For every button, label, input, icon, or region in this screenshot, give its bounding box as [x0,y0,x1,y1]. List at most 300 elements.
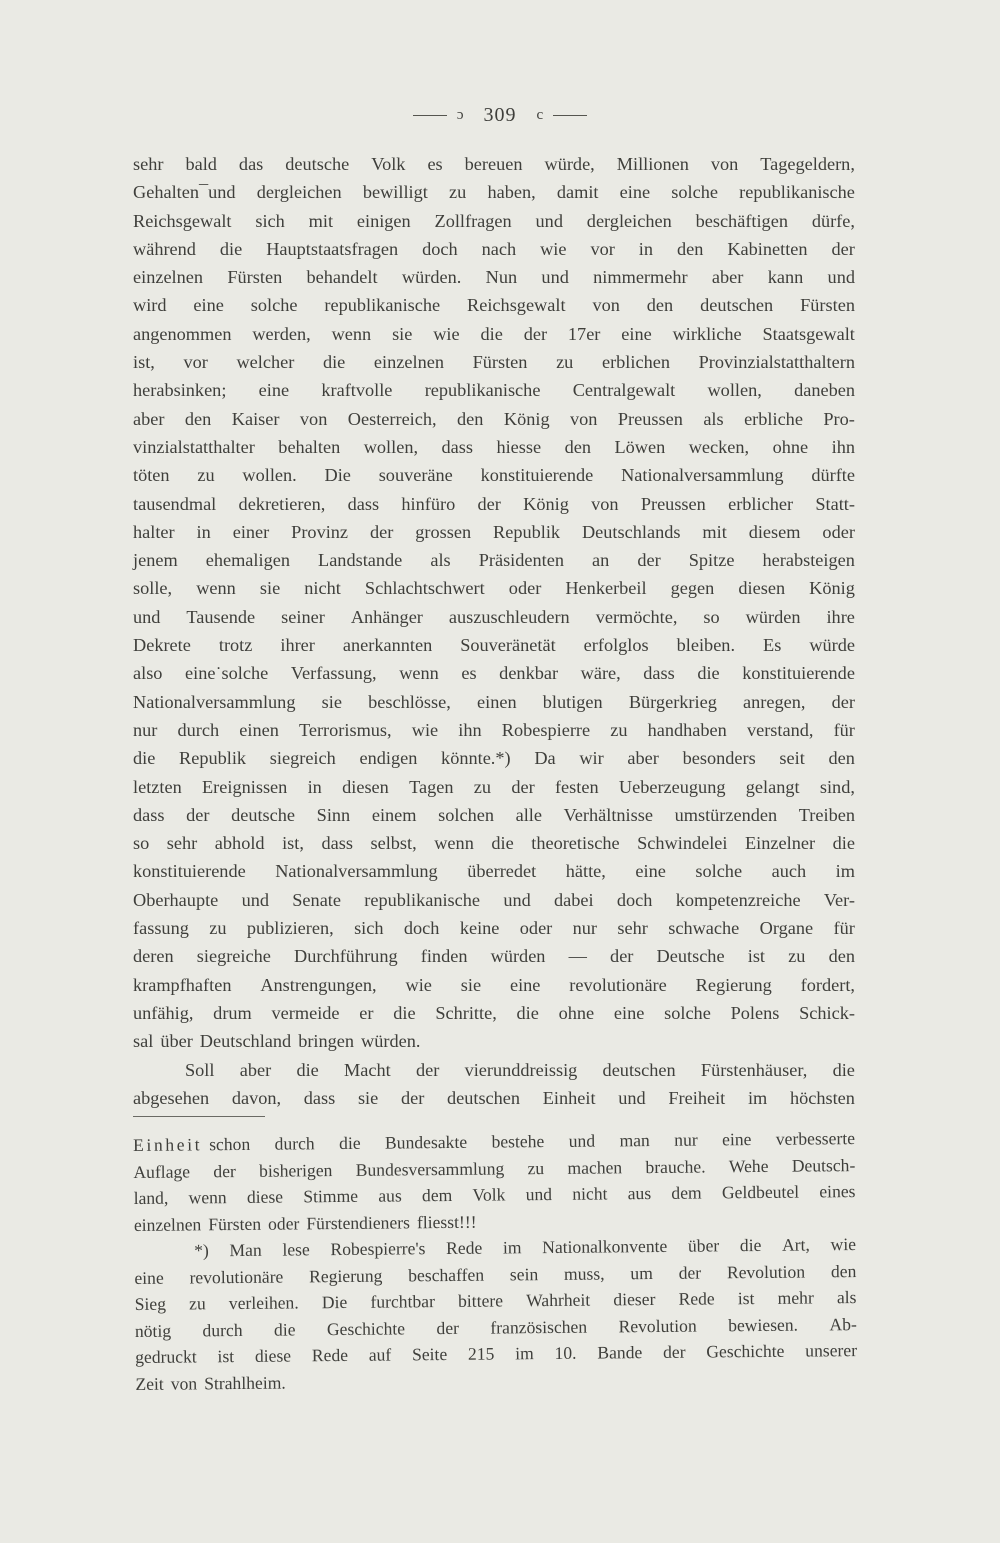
word: Staatsgewalt [762,323,855,344]
word: Oesterreich, [347,408,437,429]
word: konstituierende [480,465,594,486]
word: werden, [252,323,311,344]
word: um [630,1262,653,1283]
word: und [618,1087,646,1108]
spaced-word: Einheit [133,1134,203,1155]
word: Fürsten [472,352,528,373]
word: diese [254,1345,292,1366]
word: Rede [678,1288,715,1309]
word: Schritte, [435,1002,497,1023]
word: den [676,238,704,259]
word: als [836,1287,857,1308]
word: eine˙solche [185,663,269,684]
word: Art, [781,1234,810,1255]
text-line [133,348,855,376]
word: Kaiser [231,408,280,429]
word: konstituierende [133,861,246,882]
word: kann [767,267,804,288]
word: der [831,691,855,712]
word: töten [133,465,170,486]
word: König [503,408,550,429]
word: sie [357,1087,379,1108]
word: oder [519,918,553,939]
word: der [610,946,634,967]
word: erblichen [601,352,670,373]
word: wie [830,1234,857,1255]
word: sie [392,323,413,344]
word: die [219,238,243,259]
word: von [710,154,739,174]
word: eine [621,323,652,344]
word: wollen. [242,465,297,486]
word: zu [610,719,628,740]
word: Einheit [542,1087,596,1108]
word: die [393,1002,416,1023]
word: Geschichte [706,1340,785,1362]
word: seiner [281,606,325,627]
word: dass [321,833,353,854]
word: der [637,550,661,571]
word: den [830,1260,857,1281]
word: Republik [179,748,247,769]
word: Löwen [614,436,666,457]
word: bleiben. [676,635,736,656]
word: wie [433,323,460,344]
word: wenn [434,833,474,854]
word: deren [133,946,174,967]
text-line [133,490,855,518]
word: ihn [458,719,482,740]
word: besonders [682,748,756,769]
word: Centralgewalt [572,380,676,401]
word: erblicher [728,493,794,514]
text-line [133,659,855,687]
word: 17er [567,323,601,344]
word: der [436,1317,460,1338]
word: behandelt [306,267,378,288]
word: Nationalversammlung [133,691,296,712]
word: nur [674,1129,698,1150]
word: ehemaligen [205,550,290,571]
word: abgesehen [133,1087,210,1108]
word: einzelnen [373,352,444,373]
word: das [238,154,264,174]
word: Durchführung [294,946,398,967]
text-line [133,716,855,744]
word: würde, [544,154,595,174]
word: doch [616,889,653,910]
word: gegen [670,578,715,599]
word: und [535,210,563,231]
word: zu [788,946,806,967]
word: deutsche [231,804,296,825]
footnote-continuation [133,1152,856,1238]
word: solche [695,861,743,882]
word: souveräne [378,465,453,486]
word: der [415,1059,440,1080]
word: Terrorismus, [298,719,392,740]
word: umstürzenden [674,804,778,825]
word: haben, [487,182,536,203]
word: während [133,238,196,259]
word: oder [508,578,542,599]
word: solche [250,295,298,316]
word: die [296,1059,319,1080]
word: aber [239,1059,272,1080]
word: dergleichen [586,210,672,231]
word: König [809,578,855,599]
word: eines [819,1181,856,1202]
word: wollen, [363,436,419,457]
text-line [133,914,855,942]
word: sich [255,210,285,231]
word: ist [737,1288,755,1309]
word: aber [133,408,165,429]
text-line [133,857,855,885]
word: Fürstendieners [306,1211,411,1233]
word: schon [209,1133,251,1155]
word: ihn [831,436,855,457]
word: und [568,1130,596,1151]
word: bald [185,154,217,174]
text-line [133,744,855,772]
word: also [133,663,163,684]
word: sehr [166,833,198,854]
word: und [503,889,531,910]
word: sehr [617,918,648,939]
word: endigen [359,748,418,769]
word: bewilligt [362,182,428,203]
text-line [133,178,855,206]
text-line [133,688,855,716]
word: verleihen. [228,1292,299,1314]
word: für [833,918,855,939]
word: die [322,352,346,373]
word: durch [202,1319,243,1340]
word: Preussen [640,493,706,514]
text-line [133,631,855,659]
word: eine [509,974,541,995]
word: über [160,1031,193,1052]
text-line [133,603,855,631]
text-line [133,971,855,999]
word: Rede [311,1344,349,1366]
text-line [133,942,855,970]
word: Nationalversammlung [621,465,784,486]
word: wenn [188,1187,227,1208]
word: zu [473,776,492,797]
word: nur [133,719,158,740]
word: erfolglos [583,635,649,656]
word: tausendmal [133,493,217,514]
word: Souveränetät [460,635,556,656]
word: Sieg [134,1293,167,1314]
word: sie [321,691,342,712]
word: Verfassung, [290,663,377,684]
word: Senate [292,889,341,910]
text-line [133,1027,855,1055]
word: sie [259,578,281,599]
word: Fürsten [227,267,283,288]
word: den [828,748,855,769]
word: dergleichen [256,182,342,203]
word: Ereignissen [202,776,288,797]
text-line [133,235,855,263]
word: Henkerbeil [565,578,647,599]
word: alle [515,804,542,825]
word: würden [745,606,801,627]
word: Provinzialstatthaltern [698,352,855,373]
word: auch [771,861,807,882]
word: schwache [668,918,740,939]
word: mit [308,210,334,231]
word: Macht [344,1059,391,1080]
word: die [516,1002,539,1023]
word: ohne [772,436,809,457]
word: vermöchte, [595,606,678,627]
footnote-separator [133,1116,265,1117]
word: sich [354,918,384,939]
word: die [338,1132,361,1154]
word: wecken, [688,436,750,457]
word: Bundesversammlung [355,1157,505,1180]
word: französischen [490,1316,588,1338]
word: im [515,1343,534,1364]
word: aber [627,748,659,769]
word: *) [194,1240,209,1261]
word: würden [490,946,546,967]
word: anerkannten [342,635,433,656]
word: Da [534,748,556,769]
word: Pro- [823,408,855,429]
word: von [592,295,620,316]
header-ornament-left: ɔ [456,106,464,123]
text-line [133,320,855,348]
word: Gehalten¯und [133,182,236,203]
word: deutschen [446,1087,521,1108]
word: Fürsten [208,1213,262,1234]
word: verstand, [746,719,814,740]
word: hiesse [496,436,542,457]
word: über [687,1235,720,1256]
word: bereuen [464,154,523,174]
word: Wehe [728,1155,769,1176]
word: behalten [278,436,341,457]
text-line [133,886,855,914]
word: er [359,1002,374,1023]
word: publizieren, [246,918,334,939]
word: höchsten [789,1087,855,1108]
word: der [523,323,548,344]
word: eine [613,1002,645,1023]
word: auf [368,1344,392,1365]
word: siegreiche [196,946,271,967]
word: gedruckt [135,1346,197,1367]
word: hinfüro [401,493,456,514]
word: dem [671,1182,702,1203]
word: vor [183,352,208,373]
word: machen [567,1156,623,1178]
word: würde [809,635,855,656]
word: wenn [399,663,439,684]
word: der [400,1087,425,1108]
word: ist [217,1346,235,1367]
word: und [541,267,569,288]
word: sein [509,1263,539,1284]
word: Freiheit [668,1087,726,1108]
word: im [502,1237,522,1258]
word: Robespierre [501,719,591,740]
text-line [133,574,855,602]
word: Geldbeutel [721,1181,800,1203]
word: solche [664,1002,711,1023]
word: kraftvolle [321,380,393,401]
word: republikanische [739,182,855,203]
word: den [184,408,212,429]
word: Regierung [695,974,772,995]
word: doch [422,238,458,259]
word: vierunddreissig [464,1059,578,1080]
word: diesen [738,578,786,599]
word: Spitze [688,550,735,571]
word: sind, [819,776,855,797]
text-line [133,518,855,546]
word: zu [449,182,467,203]
word: daneben [794,380,855,401]
word: selbst, [370,833,417,854]
word: so [703,606,720,627]
word: oder [822,521,855,542]
word: Schlachtschwert [364,578,485,599]
word: und [133,606,161,627]
word: Revolution [726,1261,806,1282]
word: vor [590,238,615,259]
word: lese [282,1239,310,1260]
word: Dekrete [133,635,191,656]
word: oder [267,1212,300,1234]
word: wollen, [707,380,762,401]
word: von [170,1372,198,1394]
word: in [307,776,322,797]
word: Rede [446,1237,483,1258]
word: den [828,946,855,967]
word: Strahlheim. [204,1372,286,1393]
word: aber [711,267,744,288]
word: diesen [342,776,389,797]
word: wenn [331,323,372,344]
word: ihre [826,606,855,627]
text-line [133,291,855,319]
word: der [213,1160,236,1181]
word: Bundesakte [384,1131,468,1153]
word: Einzelner [745,833,816,854]
word: Tagegeldern, [760,154,855,174]
word: dass [643,663,675,684]
word: erbliche [744,408,803,429]
word: 215 [467,1343,495,1364]
word: aus [378,1185,402,1206]
word: mit [702,521,727,542]
word: republikanische [364,889,481,910]
word: Volk [472,1184,506,1205]
word: sie [460,974,482,995]
word: eine [635,861,666,882]
word: Seite [411,1343,448,1365]
word: letzten [133,776,182,797]
word: einer [232,521,270,542]
word: eine [193,295,224,316]
text-line [133,150,855,178]
word: die [832,1059,855,1080]
word: angenommen [133,323,232,344]
word: doch [403,918,440,939]
word: republikanische [424,380,541,401]
word: Geschichte [326,1317,406,1339]
text-line [133,461,855,489]
word: sehr [133,154,164,174]
word: Es [763,635,782,656]
word: Reichsgewalt [467,295,566,316]
word: Präsidenten [478,550,564,571]
word: Statt- [815,493,855,514]
word: Soll [185,1059,215,1080]
word: Verhältnisse [563,804,653,825]
word: zu [556,352,574,373]
word: krampfhaften [133,974,232,995]
word: einzelnen [133,267,204,288]
word: den [564,436,592,457]
word: drum [213,1002,252,1023]
word: sal [133,1031,154,1052]
word: Deutschlands [581,521,681,542]
text-line [133,829,855,857]
word: Anstrengungen, [260,974,377,995]
word: Oberhaupte [133,889,219,910]
word: dabei [554,889,594,910]
word: wir [579,748,604,769]
word: festen [554,776,599,797]
word: auszuschleudern [448,606,570,627]
word: der [662,1341,686,1362]
word: von [570,408,598,429]
footnote-robespierre [134,1231,857,1397]
word: Die [321,1291,348,1313]
header-ornament-right: c [536,106,544,123]
word: der [477,493,501,514]
main-text [133,150,855,1112]
word: Nun [485,267,518,288]
word: fliesst!!! [416,1211,477,1232]
word: dass [133,804,165,825]
text-line [133,546,855,574]
word: vermeide [271,1002,340,1023]
text-line [133,207,855,235]
word: die [697,663,720,684]
word: Wahrheit [526,1289,591,1311]
word: wie [411,719,439,740]
word: mehr [777,1287,814,1308]
word: damit [556,182,599,203]
word: nicht [572,1183,608,1204]
word: dieser [613,1288,656,1310]
word: einzelnen [133,1213,202,1235]
word: Nationalkonvente [542,1235,668,1258]
word: bittere [457,1290,504,1311]
word: eine [134,1267,164,1288]
text-line [133,1056,855,1084]
word: Preussen [617,408,683,429]
word: kompetenzreiche [675,889,801,910]
